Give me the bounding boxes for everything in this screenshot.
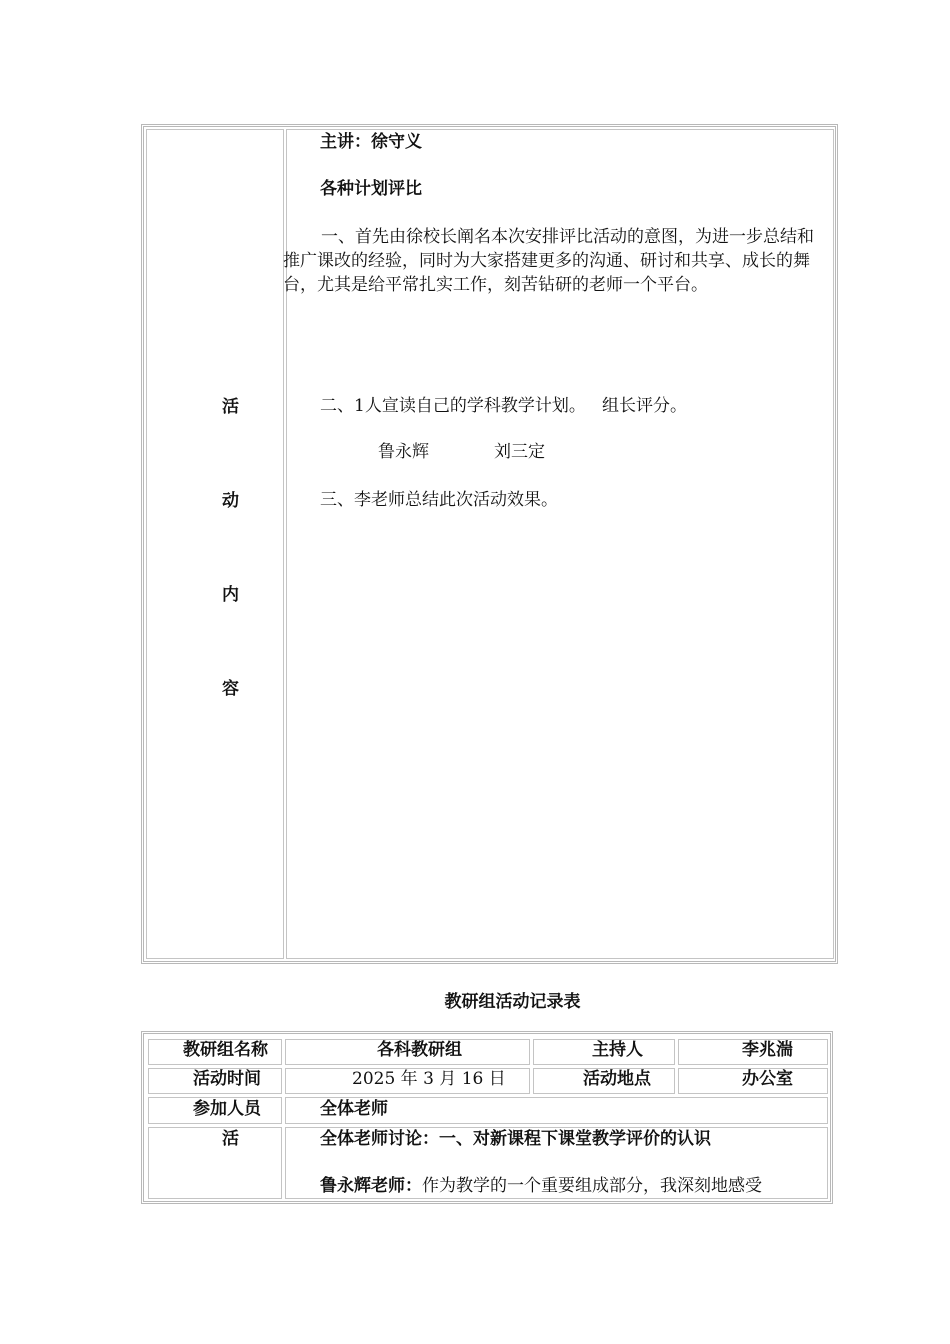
participants-value: 全体老师 (320, 1099, 388, 1119)
participants-label: 参加人员 (193, 1099, 261, 1119)
paragraph-2: 二、1人宣读自己的学科教学计划。 组长评分。 (320, 396, 688, 416)
lecturer-line: 主讲：徐守义 (320, 132, 422, 152)
time-label: 活动时间 (193, 1069, 261, 1089)
label-cell (146, 129, 284, 959)
label-char-1: 活 (222, 397, 239, 417)
group-label: 教研组名称 (183, 1040, 268, 1060)
paragraph-3: 三、李老师总结此次活动效果。 (320, 490, 558, 510)
speaker-name: 鲁永辉老师： (320, 1176, 422, 1196)
time-value: 2025 年 3 月 16 日 (352, 1069, 506, 1089)
topic-heading: 各种计划评比 (320, 179, 422, 199)
host-value: 李兆湍 (742, 1040, 793, 1060)
label-char-4: 容 (222, 679, 239, 699)
activity-label-cell (148, 1127, 282, 1199)
name-liusanding: 刘三定 (494, 442, 545, 462)
label-char-3: 内 (222, 585, 239, 605)
label-char-2: 动 (222, 491, 239, 511)
paragraph-1: 一、首先由徐校长阐名本次安排评比活动的意图，为进一步总结和推广课改的经验，同时为大家搭建更多的沟通、研讨和共享、成长的舞台，尤其是给平常扎实工作，刻苦钻研的老师一个平台。 (283, 227, 814, 295)
host-label: 主持人 (592, 1040, 643, 1060)
place-value: 办公室 (742, 1069, 793, 1089)
discussion-heading: 全体老师讨论：一、对新课程下课堂教学评价的认识 (320, 1129, 711, 1149)
speaker-line (320, 1174, 762, 1198)
speaker-text: 作为教学的一个重要组成部分，我深刻地感受 (422, 1176, 762, 1196)
activity-label-char: 活 (222, 1129, 239, 1149)
name-luyonghui: 鲁永辉 (378, 442, 429, 462)
record-table-title: 教研组活动记录表 (444, 992, 581, 1012)
group-value: 各科教研组 (377, 1040, 462, 1060)
place-label: 活动地点 (583, 1069, 651, 1089)
